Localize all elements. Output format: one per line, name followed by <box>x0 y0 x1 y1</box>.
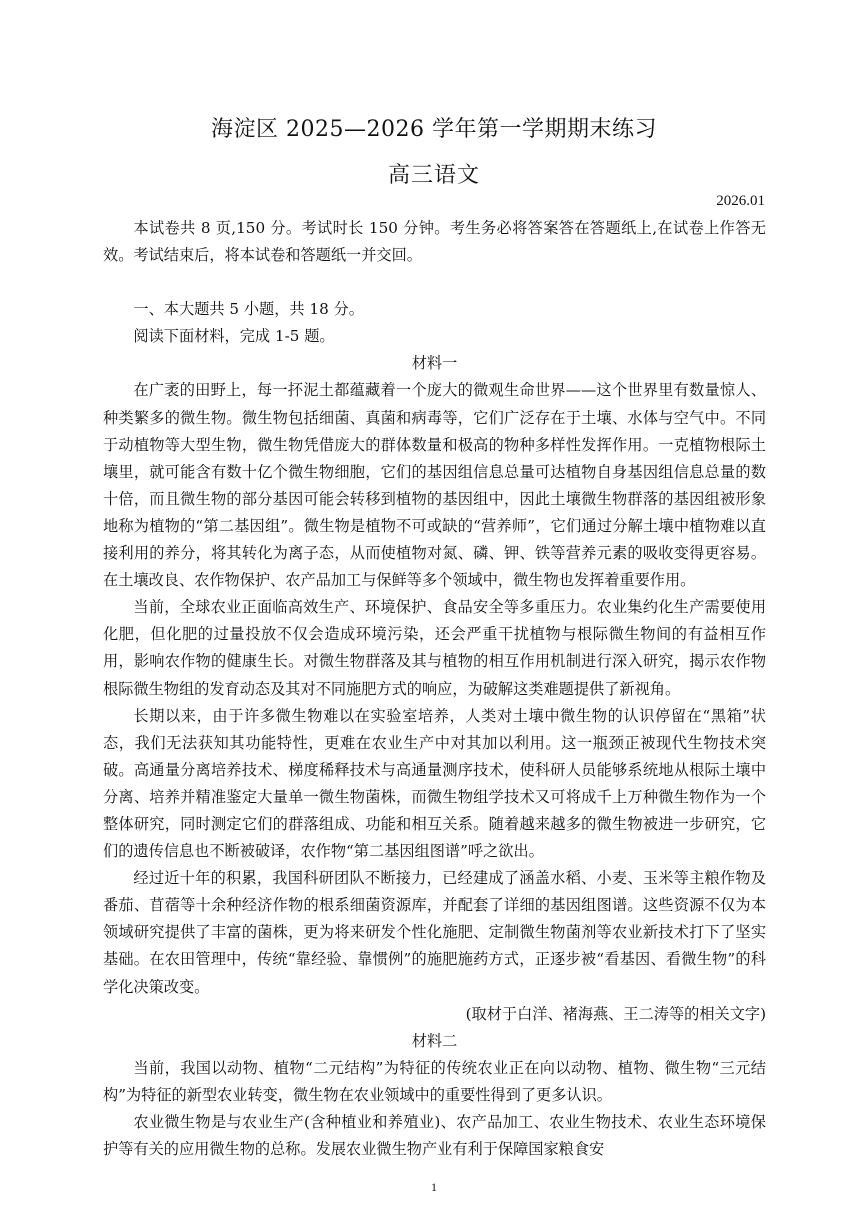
exam-title: 海淀区 2025—2026 学年第一学期期末练习 <box>211 117 657 142</box>
exam-date: 2026.01 <box>716 193 765 209</box>
material2-paragraph: 当前，我国以动物、植物“二元结构”为特征的传统农业正在向以动物、植物、微生物“三元结构”为特征的新型农业转变，微生物在农业领域中的重要性得到了更多认识。 <box>103 1058 766 1104</box>
spacer <box>103 269 766 296</box>
instructions: 本试卷共 8 页,150 分。考试时长 150 分钟。考生务必将答案答在答题纸上,在试卷上作答无效。考试结束后，将本试卷和答题纸一并交回。 <box>103 219 766 265</box>
material1-paragraph: 在广袤的田野上，每一抔泥土都蕴藏着一个庞大的微观生命世界——这个世界里有数量惊人、种类繁多的微生物。微生物包括细菌、真菌和病毒等，它们广泛存在于土壤、水体与空气中。不同于动植物等大型生物，微生物凭借庞大的群体数量和极高的物种多样性发挥作用。一克植物根际土壤里，就可能含有数十亿个微生物细胞，它们的基因组信息总量可达植物自身基因组信息总量的数十倍，而且微生物的部分基因可能会转移到植物的基因组中，因此土壤微生物群落的基因组被形象地称为植物的“第二基因组”。微生物是植物不可或缺的“营养师”，它们通过分解土壤中植物难以直接利用的养分，将其转化为离子态，从而使植物对氮、磷、钾、铁等营养元素的吸收变得更容易。在土壤改良、农作物保护、农产品加工与保鲜等多个领域中，微生物也发挥着重要作用。 <box>103 381 766 590</box>
section-prompt: 阅读下面材料，完成 1-5 题。 <box>133 327 335 346</box>
material2-paragraph: 农业微生物是与农业生产(含种植业和养殖业)、农产品加工、农业生物技术、农业生态环境保护等有关的应用微生物的总称。发展农业微生物产业有利于保障国家粮食安 <box>103 1113 766 1159</box>
material1-paragraph: 长期以来，由于许多微生物难以在实验室培养，人类对土壤中微生物的认识停留在“黑箱”状态，我们无法获知其功能特性，更难在农业生产中对其加以利用。这一瓶颈正被现代生物技术突破。高通量分离培养技术、梯度稀释技术与高通量测序技术，使科研人员能够系统地从根际土壤中分离、培养并精准鉴定大量单一微生物菌株，而微生物组学技术又可将成千上万种微生物作为一个整体研究，同时测定它们的群落组成、功能和相互关系。随着越来越多的微生物被进一步研究，它们的遗传信息也不断被破译，农作物“第二基因组图谱”呼之欲出。 <box>103 706 766 861</box>
exam-subject: 高三语文 <box>387 163 480 188</box>
document-body <box>103 215 766 1163</box>
material1-source: (取材于白洋、褚海燕、王二涛等的相关文字) <box>465 1004 766 1023</box>
material1-label: 材料一 <box>411 354 458 373</box>
section-heading: 一、本大题共 5 小题，共 18 分。 <box>133 300 364 319</box>
material2-label: 材料二 <box>411 1031 458 1050</box>
material1-paragraph: 当前，全球农业正面临高效生产、环境保护、食品安全等多重压力。农业集约化生产需要使用化肥，但化肥的过量投放不仅会造成环境污染，还会严重干扰植物与根际微生物间的有益相互作用，影响农作物的健康生长。对微生物群落及其与植物的相互作用机制进行深入研究，揭示农作物根际微生物组的发育动态及其对不同施肥方式的响应，为破解这类难题提供了新视角。 <box>103 598 766 698</box>
material1-paragraph: 经过近十年的积累，我国科研团队不断接力，已经建成了涵盖水稻、小麦、玉米等主粮作物及番茄、苜蓿等十余种经济作物的根系细菌资源库，并配套了详细的基因组图谱。这些资源不仅为本领域研究提供了丰富的菌株，更为将来研发个性化施肥、定制微生物菌剂等农业新技术打下了坚实基础。在农田管理中，传统“靠经验、靠惯例”的施肥施药方式，正逐步被“看基因、看微生物”的科学化决策改变。 <box>103 869 766 996</box>
page-number: 1 <box>431 1180 437 1194</box>
